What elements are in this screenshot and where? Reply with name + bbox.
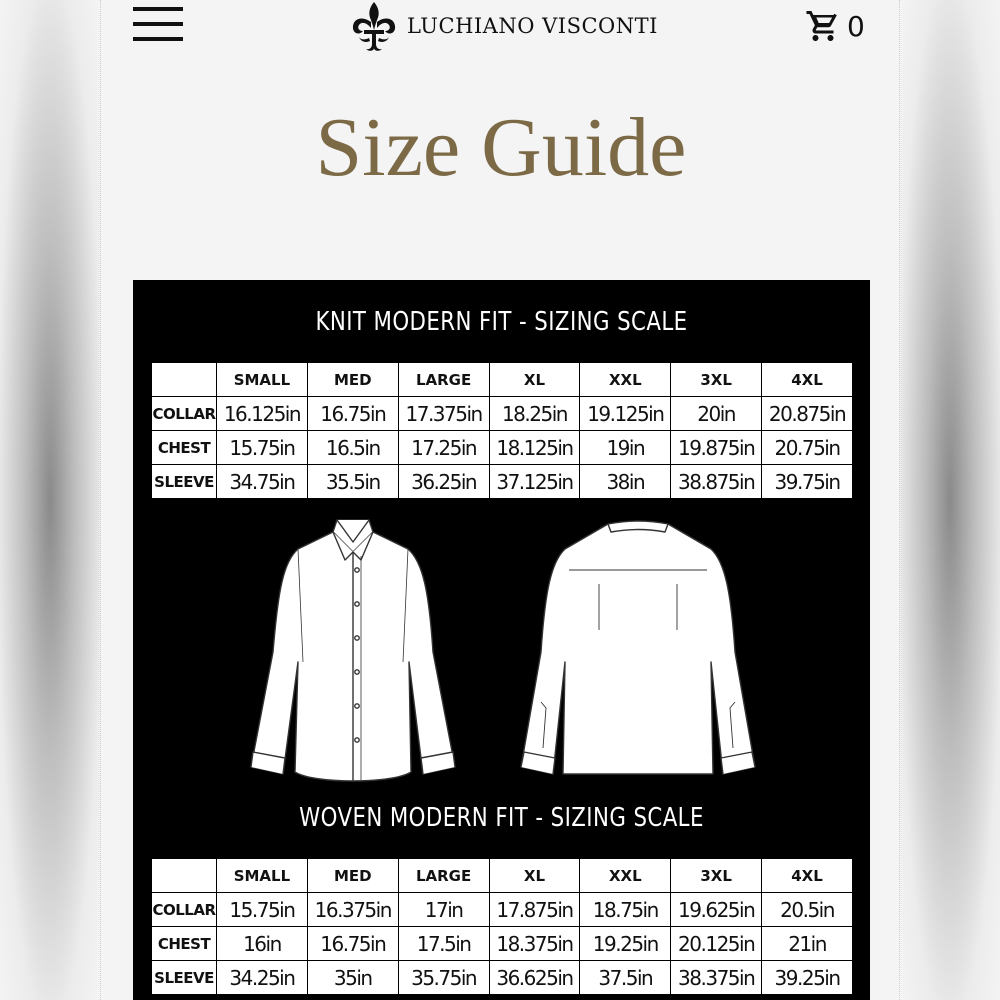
fleur-de-lis-crest-icon (349, 0, 399, 52)
shirt-back-illustration (521, 521, 755, 774)
shopping-cart-icon (805, 8, 841, 44)
hamburger-menu-icon[interactable] (133, 7, 183, 43)
shirt-front-illustration (251, 520, 455, 782)
table-row (152, 927, 853, 961)
table-cell: 16.75in (307, 397, 398, 431)
column-header: 3XL (671, 859, 762, 893)
column-header: XL (489, 363, 580, 397)
row-label: CHEST (152, 927, 217, 961)
table-cell: 18.25in (489, 397, 580, 431)
table-cell: 18.375in (489, 927, 580, 961)
table-cell: 19.25in (580, 927, 671, 961)
column-header: XXL (580, 859, 671, 893)
table-cell: 19.625in (671, 893, 762, 927)
cart-button[interactable] (805, 8, 865, 44)
knit-size-table (151, 362, 853, 499)
cart-count: 0 (847, 9, 865, 43)
table-row (152, 893, 853, 927)
column-header: 4XL (762, 859, 853, 893)
table-row (152, 961, 853, 995)
row-label: COLLAR (152, 397, 217, 431)
table-cell: 20in (671, 397, 762, 431)
table-cell: 39.25in (762, 961, 853, 995)
table-cell: 19in (580, 431, 671, 465)
brand-name: LUCHIANO VISCONTI (407, 14, 658, 38)
brand-logo[interactable] (349, 0, 658, 52)
table-cell: 35in (307, 961, 398, 995)
table-cell: 16in (217, 927, 308, 961)
table-cell: 39.75in (762, 465, 853, 499)
column-header: SMALL (217, 859, 308, 893)
table-cell: 37.125in (489, 465, 580, 499)
table-cell: 20.5in (762, 893, 853, 927)
column-header: XL (489, 859, 580, 893)
woven-size-table (151, 858, 853, 995)
table-cell: 15.75in (217, 431, 308, 465)
woven-scale-title: WOVEN MODERN FIT - SIZING SCALE (299, 803, 704, 833)
table-cell: 38in (580, 465, 671, 499)
column-header: MED (307, 363, 398, 397)
table-cell: 35.5in (307, 465, 398, 499)
row-label: SLEEVE (152, 961, 217, 995)
page-title: Size Guide (315, 101, 687, 194)
table-row (152, 465, 853, 499)
table-cell: 16.375in (307, 893, 398, 927)
column-header: LARGE (398, 363, 489, 397)
corner-cell (152, 363, 217, 397)
table-cell: 16.75in (307, 927, 398, 961)
table-cell: 38.875in (671, 465, 762, 499)
site-header (101, 0, 901, 60)
table-cell: 19.875in (671, 431, 762, 465)
knit-scale-title: KNIT MODERN FIT - SIZING SCALE (315, 307, 688, 337)
table-cell: 36.25in (398, 465, 489, 499)
table-row (152, 397, 853, 431)
table-cell: 19.125in (580, 397, 671, 431)
column-header: LARGE (398, 859, 489, 893)
column-header: 4XL (762, 363, 853, 397)
table-cell: 18.75in (580, 893, 671, 927)
table-cell: 34.75in (217, 465, 308, 499)
column-header: SMALL (217, 363, 308, 397)
table-header-row (152, 859, 853, 893)
table-cell: 16.125in (217, 397, 308, 431)
table-cell: 15.75in (217, 893, 308, 927)
row-label: CHEST (152, 431, 217, 465)
table-cell: 17.875in (489, 893, 580, 927)
table-cell: 20.125in (671, 927, 762, 961)
page-viewport (100, 0, 900, 1000)
table-cell: 20.75in (762, 431, 853, 465)
table-cell: 37.5in (580, 961, 671, 995)
table-cell: 36.625in (489, 961, 580, 995)
column-header: XXL (580, 363, 671, 397)
table-cell: 38.375in (671, 961, 762, 995)
background-right (900, 0, 1000, 1000)
table-cell: 16.5in (307, 431, 398, 465)
row-label: SLEEVE (152, 465, 217, 499)
table-cell: 20.875in (762, 397, 853, 431)
corner-cell (152, 859, 217, 893)
background-left (0, 0, 100, 1000)
column-header: MED (307, 859, 398, 893)
table-cell: 34.25in (217, 961, 308, 995)
table-cell: 17in (398, 893, 489, 927)
table-row (152, 431, 853, 465)
table-cell: 17.25in (398, 431, 489, 465)
size-chart-panel (133, 280, 870, 1000)
table-cell: 21in (762, 927, 853, 961)
row-label: COLLAR (152, 893, 217, 927)
table-cell: 17.375in (398, 397, 489, 431)
table-cell: 17.5in (398, 927, 489, 961)
table-cell: 18.125in (489, 431, 580, 465)
shirt-illustrations (133, 512, 870, 782)
column-header: 3XL (671, 363, 762, 397)
table-header-row (152, 363, 853, 397)
table-cell: 35.75in (398, 961, 489, 995)
